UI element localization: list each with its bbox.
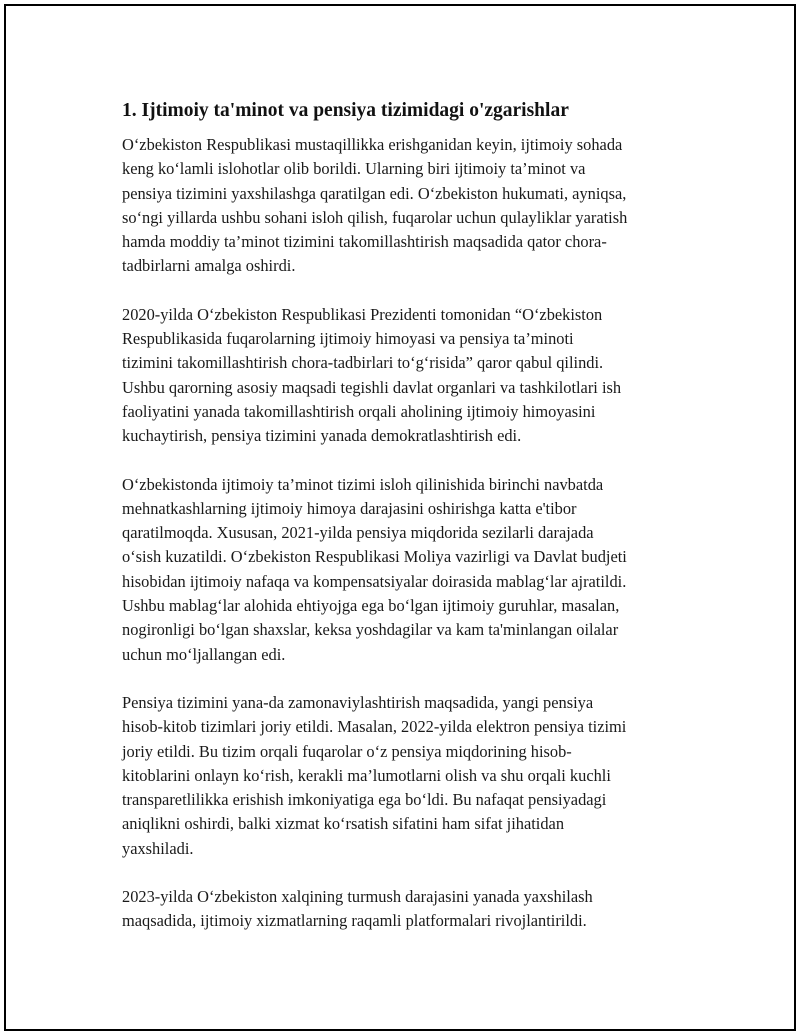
paragraph-3 bbox=[122, 473, 702, 667]
text-line: Ushbu qarorning asosiy maqsadi tegishli davlat organlari va tashkilotlari ish bbox=[122, 377, 622, 397]
text-line: 2020-yilda O‘zbekiston Respublikasi Prezidenti tomonidan “O‘zbekiston bbox=[122, 304, 603, 324]
text-line: kuchaytirish, pensiya tizimini yanada demokratlashtirish edi. bbox=[122, 426, 522, 446]
text-line: aniqlikni oshirdi, balki xizmat ko‘rsatish sifatini ham sifat jihatidan bbox=[122, 814, 565, 834]
text-line: O‘zbekistonda ijtimoiy ta’minot tizimi isloh qilinishida birinchi navbatda bbox=[122, 474, 604, 494]
text-line: Pensiya tizimini yana-da zamonaviylashtirish maqsadida, yangi pensiya bbox=[122, 692, 594, 712]
text-line: yaxshiladi. bbox=[122, 838, 194, 858]
text-line: hisob-kitob tizimlari joriy etildi. Masalan, 2022-yilda elektron pensiya tizimi bbox=[122, 717, 627, 737]
text-line: Ushbu mablag‘lar alohida ehtiyojga ega bo‘lgan ijtimoiy guruhlar, masalan, bbox=[122, 596, 620, 616]
paragraph-5 bbox=[122, 885, 702, 934]
text-line: hisobidan ijtimoiy nafaqa va kompensatsiyalar doirasida mablag‘lar ajratildi. bbox=[122, 571, 627, 591]
text-line: qaratilmoqda. Xususan, 2021-yilda pensiya miqdorida sezilarli darajada bbox=[122, 523, 594, 543]
text-line: nogironligi bo‘lgan shaxslar, keksa yoshdagilar va kam ta'minlangan oilalar bbox=[122, 620, 619, 640]
text-line: pensiya tizimini yaxshilashga qaratilgan edi. O‘zbekiston hukumati, ayniqsa, bbox=[122, 183, 627, 203]
paragraph-2 bbox=[122, 303, 702, 449]
text-line: maqsadida, ijtimoiy xizmatlarning raqamli platformalari rivojlantirildi. bbox=[122, 911, 587, 931]
text-line: transparetlilikka erishish imkoniyatiga ega bo‘ldi. Bu nafaqat pensiyadagi bbox=[122, 790, 607, 810]
paragraph-1 bbox=[122, 133, 702, 279]
paragraph-4 bbox=[122, 691, 702, 861]
text-line: kitoblarini onlayn ko‘rish, kerakli ma’lumotlarni olish va shu orqali kuchli bbox=[122, 765, 611, 785]
text-line: tadbirlarni amalga oshirdi. bbox=[122, 256, 296, 276]
section-heading: 1. Ijtimoiy ta'minot va pensiya tizimidagi o'zgarishlar bbox=[122, 100, 569, 121]
text-line: O‘zbekiston Respublikasi mustaqillikka erishganidan keyin, ijtimoiy sohada bbox=[122, 135, 623, 154]
text-line: faoliyatini yanada takomillashtirish orqali aholining ijtimoiy himoyasini bbox=[122, 401, 596, 421]
text-line: tizimini takomillashtirish chora-tadbirlari to‘g‘risida” qaror qabul qilindi. bbox=[122, 353, 604, 373]
text-line: mehnatkashlarning ijtimoiy himoya darajasini oshirishga katta e'tibor bbox=[122, 498, 577, 518]
text-line: 2023-yilda O‘zbekiston xalqining turmush darajasini yanada yaxshilash bbox=[122, 887, 593, 907]
text-line: Respublikasida fuqarolarning ijtimoiy himoyasi va pensiya ta’minoti bbox=[122, 329, 574, 349]
text-line: joriy etildi. Bu tizim orqali fuqarolar o‘z pensiya miqdorining hisob- bbox=[122, 741, 572, 761]
document-body bbox=[122, 98, 702, 958]
text-line: uchun mo‘ljallangan edi. bbox=[122, 644, 286, 664]
text-line: keng ko‘lamli islohotlar olib borildi. Ularning biri ijtimoiy ta’minot va bbox=[122, 159, 586, 179]
text-line: hamda moddiy ta’minot tizimini takomillashtirish maqsadida qator chora- bbox=[122, 232, 607, 252]
page-frame bbox=[4, 4, 796, 1031]
text-line: o‘sish kuzatildi. O‘zbekiston Respublikasi Moliya vazirligi va Davlat budjeti bbox=[122, 547, 627, 567]
text-line: so‘ngi yillarda ushbu sohani isloh qilish, fuqarolar uchun qulayliklar yaratish bbox=[122, 207, 628, 227]
